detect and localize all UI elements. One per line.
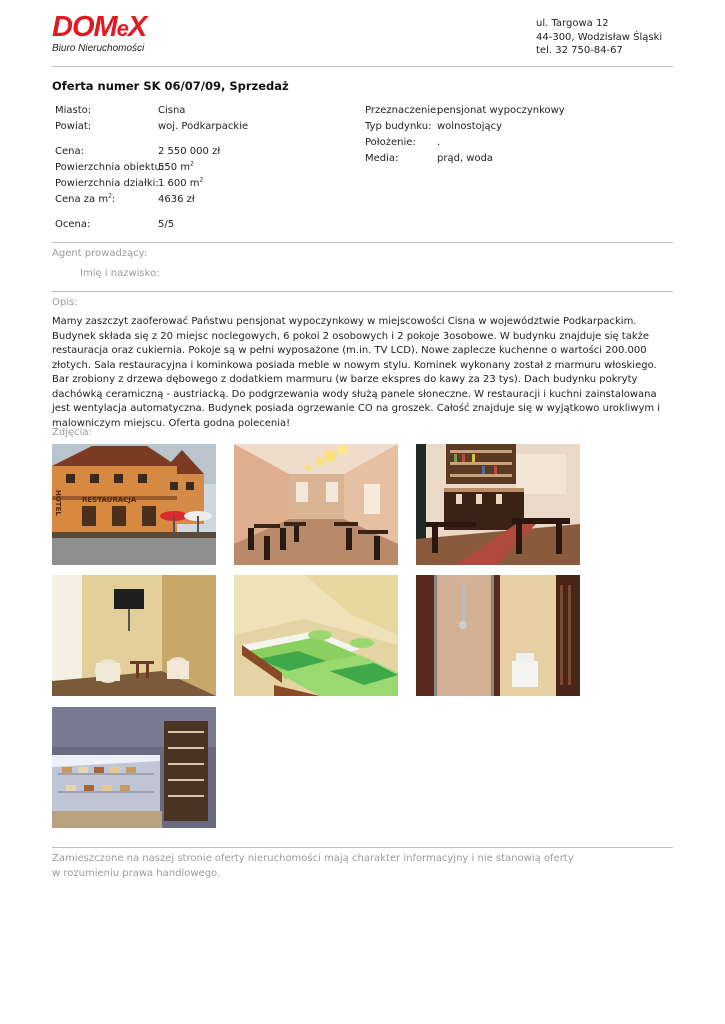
description-text: Mamy zaszczyt zaoferować Państwu pensjonat wypoczynkowy w miejscowości Cisna w województwie Podkarpackim. Budynek składa się z 20 miejsc noclegowych, 6 pokoi 2 osobowych i 2 pokoje 3osobowe. W budynku znajduje się także restauracja oraz cukiernia. Pokoje są w pełni wyposażone (m.in. TV LCD). Nowe zaplecze kuchenne o wartości 200.000 złotych. Sala restauracyjna i kominkowa posiada meble w nowym stylu. Kominek wykonany został z marmuru włoskiego. Bar zrobiony z drzewa dębowego z dodatkiem marmuru (w barze ekspres do kawy za 23 tys). Dach budynku pokryty dachówką ceramiczną - austriacką. Do podgrzewania wody służą panele słoneczne. W restauracji i kuchni zainstalowana jest wentylacja automatyczna. Budynek posiada ogrzewanie CO na groszek. Całość znajduje się w wyjątkowo urokliwym i malowniczym miejscu. Oferta godna polecenia! xyxy=(52,316,661,429)
price-value: 2 550 000 zł xyxy=(158,146,221,157)
price-per-m2-value: 4636 zł xyxy=(158,194,195,205)
room-tv-image xyxy=(52,575,216,696)
photo-restaurant-hall[interactable] xyxy=(234,444,398,565)
header-divider xyxy=(52,66,673,67)
address-phone: tel. 32 750-84-67 xyxy=(536,45,623,56)
details-divider xyxy=(52,242,673,243)
price-label: Cena: xyxy=(55,146,84,157)
building-area-value: 550 $m^2$ xyxy=(158,160,194,173)
rating-value: 5/5 xyxy=(158,219,175,230)
offer-title: Oferta numer SK 06/07/09, Sprzedaż xyxy=(52,79,289,93)
purpose-label: Przeznaczenie: xyxy=(365,105,440,116)
city-label: Miasto: xyxy=(55,105,92,116)
plot-area-label: Powierzchnia działki: xyxy=(55,178,159,189)
address-street: ul. Targowa 12 xyxy=(536,18,609,29)
address-city: 44-300, Wodzisław Śląski xyxy=(536,31,663,43)
city-value: Cisna xyxy=(158,105,186,116)
company-address xyxy=(536,17,662,58)
svg-text:HOTEL: HOTEL xyxy=(54,490,62,516)
district-value: woj. Podkarpackie xyxy=(158,121,249,132)
restaurant-hall-image xyxy=(234,444,398,565)
price-per-m2-label: Cena za $m^2$: xyxy=(55,192,116,205)
photo-pastry-display[interactable] xyxy=(52,707,216,828)
utilities-value: prąd, woda xyxy=(437,153,494,164)
agent-name-label: Imię i nazwisko: xyxy=(80,268,160,279)
plot-area-value: 1 600 $m^2$ xyxy=(158,176,204,189)
pastry-display-image xyxy=(52,707,216,828)
photo-hotel-facade[interactable] xyxy=(52,444,216,565)
district-label: Powiat: xyxy=(55,121,92,132)
building-type-label: Typ budynku: xyxy=(365,121,432,132)
logo-wordmark: DOMeX xyxy=(52,11,147,43)
company-logo xyxy=(52,12,182,58)
purpose-value: pensjonat wypoczynkowy xyxy=(437,105,565,116)
photos-label: Zdjęcia: xyxy=(52,427,92,438)
photo-room-tv[interactable] xyxy=(52,575,216,696)
location-value: . xyxy=(437,137,441,148)
description-label: Opis: xyxy=(52,297,78,308)
bar-image xyxy=(416,444,580,565)
photo-bathroom[interactable] xyxy=(416,575,580,696)
building-type-value: wolnostojący xyxy=(437,121,503,132)
photo-bar[interactable] xyxy=(416,444,580,565)
bedroom-image xyxy=(234,575,398,696)
building-area-label: Powierzchnia obiektu: xyxy=(55,162,165,173)
disclaimer-line-1: Zamieszczone na naszej stronie oferty nieruchomości mają charakter informacyjny i nie stanowią oferty xyxy=(52,853,574,864)
svg-text:RESTAURACJA: RESTAURACJA xyxy=(82,496,137,504)
disclaimer xyxy=(52,852,574,881)
location-label: Położenie: xyxy=(365,137,416,148)
footer-divider xyxy=(52,847,673,848)
rating-label: Ocena: xyxy=(55,219,91,230)
photo-bedroom[interactable] xyxy=(234,575,398,696)
bathroom-image xyxy=(416,575,580,696)
logo-tagline: Biuro Nieruchomości xyxy=(52,43,145,54)
utilities-label: Media: xyxy=(365,153,399,164)
hotel-facade-image xyxy=(52,444,216,565)
agent-label: Agent prowadzący: xyxy=(52,248,148,259)
agent-divider xyxy=(52,291,673,292)
disclaimer-line-2: w rozumieniu prawa handlowego. xyxy=(52,867,221,879)
